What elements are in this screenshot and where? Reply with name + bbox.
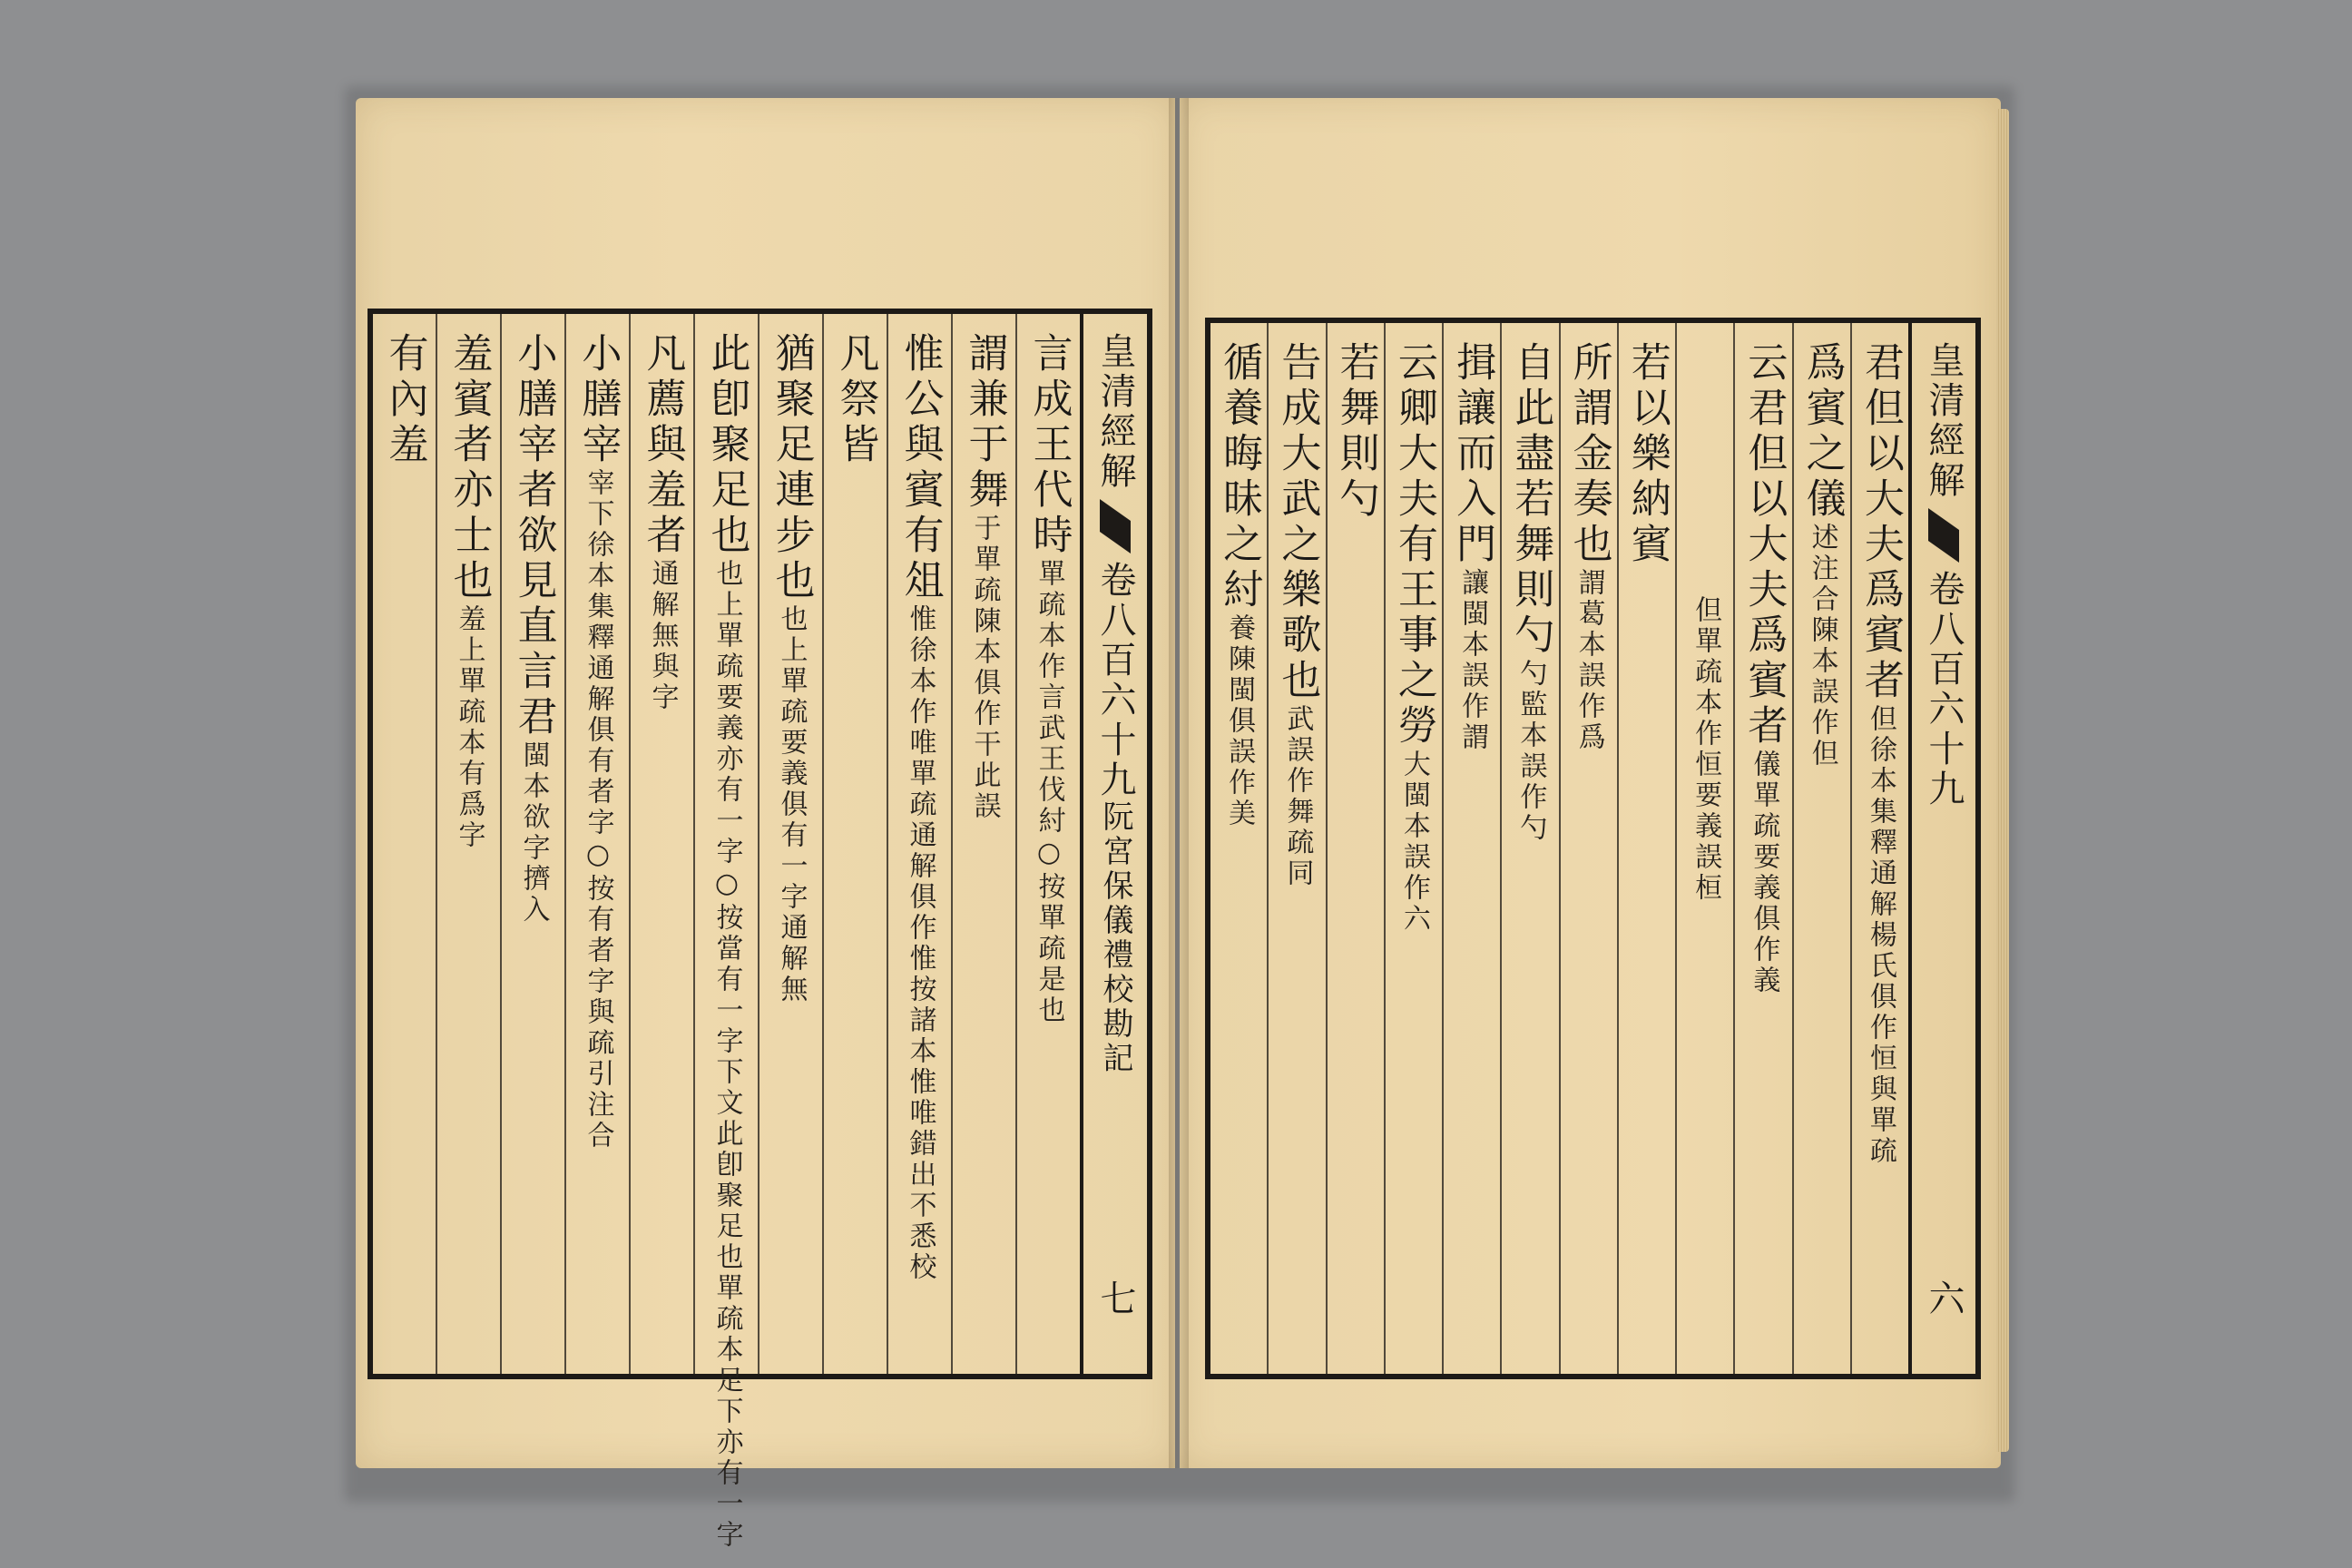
left-page-number: 七 bbox=[1094, 1279, 1136, 1319]
right-column-5 bbox=[1617, 323, 1675, 1374]
right-column-1 bbox=[1850, 323, 1908, 1374]
column-note-text: 但單疏本作恒要義誤桓 bbox=[1690, 595, 1722, 904]
column-main-text: 惟公與賓有俎 bbox=[897, 332, 944, 604]
left-column-1 bbox=[1015, 314, 1080, 1374]
left-column-9 bbox=[500, 314, 564, 1374]
column-main-text: 云卿大夫有王事之勞 bbox=[1390, 341, 1437, 750]
left-column-3 bbox=[887, 314, 951, 1374]
column-note-text: 儀單疏要義俱作義 bbox=[1748, 750, 1780, 996]
column-note-text: 通解無與字 bbox=[646, 559, 679, 713]
left-column-8 bbox=[564, 314, 629, 1374]
column-main-text: 云君但以大夫爲賓者 bbox=[1740, 341, 1788, 750]
left-column-10 bbox=[436, 314, 500, 1374]
column-main-text: 若舞則勺 bbox=[1332, 341, 1379, 523]
spine-title: 皇清經解 bbox=[1094, 332, 1136, 492]
page-edge bbox=[1996, 109, 2009, 1452]
column-main-text: 所謂金奏也 bbox=[1565, 341, 1612, 568]
right-column-12 bbox=[1210, 323, 1267, 1374]
right-spine-text bbox=[1923, 341, 1965, 809]
column-main-text: 循養晦昧之紂 bbox=[1216, 341, 1263, 613]
column-main-text: 凡薦與羞者 bbox=[639, 332, 686, 559]
right-column-6 bbox=[1559, 323, 1617, 1374]
column-note-text: 讓閩本誤作謂 bbox=[1456, 568, 1489, 753]
spine-author: 阮宮保儀禮校勘記 bbox=[1097, 800, 1133, 1076]
column-main-text: 小膳宰 bbox=[574, 332, 622, 468]
column-main-text: 若以樂納賓 bbox=[1623, 341, 1671, 568]
column-note-text: 述注合陳本誤作但 bbox=[1806, 523, 1838, 769]
column-note-text: 于單疏陳本俱作干此誤 bbox=[968, 514, 1001, 822]
right-column-3 bbox=[1733, 323, 1791, 1374]
column-main-text: 爲賓之儀 bbox=[1798, 341, 1846, 523]
right-column-8 bbox=[1442, 323, 1500, 1374]
left-text-frame bbox=[368, 309, 1152, 1551]
column-note-text: 勺監本誤作勺 bbox=[1514, 659, 1547, 844]
column-note-text: 單疏本作言武王伐紂○按單疏是也 bbox=[1033, 559, 1065, 1026]
right-column-10 bbox=[1326, 323, 1384, 1374]
column-note-text: 但徐本集釋通解楊氏俱作恒與單疏 bbox=[1864, 704, 1896, 1167]
column-main-text: 君但以大夫爲賓者 bbox=[1857, 341, 1904, 704]
right-spine-column bbox=[1908, 323, 1975, 1374]
left-column-7 bbox=[629, 314, 693, 1374]
left-column-5 bbox=[758, 314, 822, 1374]
column-note-text: 羞上單疏本有爲字 bbox=[453, 604, 485, 851]
right-column-9 bbox=[1384, 323, 1442, 1374]
right-column-11 bbox=[1267, 323, 1325, 1374]
column-main-text: 猶聚足連步也 bbox=[768, 332, 815, 604]
column-note-text: 也上單疏要義俱有一字通解無 bbox=[775, 604, 808, 1005]
right-column-4 bbox=[1675, 323, 1733, 1374]
fish-tail-mark bbox=[1928, 508, 1959, 563]
book-gutter bbox=[1169, 98, 1189, 1468]
column-main-text: 自此盡若舞則勺 bbox=[1507, 341, 1554, 659]
left-column-11 bbox=[373, 314, 436, 1374]
spine-volume: 卷八百六十九 bbox=[1094, 561, 1136, 800]
spine-title: 皇清經解 bbox=[1923, 341, 1965, 501]
column-main-text: 小膳宰者欲見直言君 bbox=[510, 332, 557, 740]
spine-volume: 卷八百六十九 bbox=[1923, 570, 1965, 809]
column-main-text: 謂兼于舞 bbox=[961, 332, 1008, 514]
right-column-2 bbox=[1792, 323, 1850, 1374]
right-text-frame bbox=[1205, 318, 1981, 1379]
column-main-text: 此卽聚足也 bbox=[703, 332, 750, 559]
column-main-text: 揖讓而入門 bbox=[1449, 341, 1496, 568]
fish-tail-mark bbox=[1100, 499, 1131, 554]
column-main-text: 言成王代時 bbox=[1025, 332, 1073, 559]
column-note-text: 也上單疏要義亦有一字○按當有一字下文此卽聚足也單疏本足下亦有一字 bbox=[710, 559, 743, 1551]
left-spine-column bbox=[1080, 314, 1147, 1374]
column-note-text: 大閩本誤作六 bbox=[1397, 750, 1430, 935]
left-column-2 bbox=[951, 314, 1015, 1374]
column-note-text: 武誤作舞疏同 bbox=[1281, 704, 1314, 889]
column-note-text: 閩本欲字擠入 bbox=[517, 740, 550, 926]
column-note-text: 養陳閩俱誤作美 bbox=[1223, 613, 1256, 829]
column-note-text: 宰下徐本集釋通解俱有者字○按有者字與疏引注合 bbox=[582, 468, 614, 1152]
column-note-text: 謂葛本誤作爲 bbox=[1573, 568, 1605, 753]
column-main-text: 告成大武之樂歌也 bbox=[1274, 341, 1321, 704]
left-spine-text bbox=[1094, 332, 1136, 1076]
right-column-7 bbox=[1500, 323, 1558, 1374]
column-main-text: 凡祭皆 bbox=[832, 332, 879, 468]
left-column-4 bbox=[822, 314, 887, 1374]
column-note-text: 惟徐本作唯單疏通解俱作惟按諸本惟唯錯出不悉校 bbox=[904, 604, 936, 1283]
right-page-number: 六 bbox=[1923, 1279, 1965, 1319]
column-main-text: 有內羞 bbox=[381, 332, 428, 468]
column-main-text: 羞賓者亦士也 bbox=[446, 332, 493, 604]
left-column-6 bbox=[693, 314, 758, 1551]
